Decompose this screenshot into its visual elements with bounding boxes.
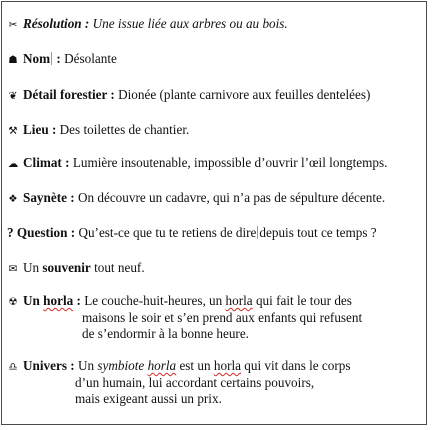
row-resolution [7, 16, 288, 33]
climat-value: Lumière insoutenable, impossible d’ouvrir l’œil longtemps. [72, 155, 388, 170]
scissors-icon: ✂ [8, 19, 18, 31]
resolution-value: Une issue liée aux arbres ou au bois. [92, 16, 288, 31]
question-value-end: depuis tout ce temps ? [259, 225, 377, 240]
leaf-icon: ❦ [8, 90, 18, 102]
row-univers [7, 358, 351, 407]
souvenir-label: souvenir [42, 260, 91, 275]
univers-text-1c: qui vit dans le corps [244, 358, 351, 373]
nom-label-colon: : [53, 51, 61, 66]
nom-label: Nom [23, 51, 51, 66]
horla-label-colon: : [76, 293, 81, 308]
detail-value: Dionée (plante carnivore aux feuilles dentelées) [118, 87, 371, 102]
univers-spellcheck-word: horla [213, 358, 241, 373]
nom-value: Désolante [64, 51, 117, 66]
univers-line-3: mais exigeant aussi un prix. [75, 391, 222, 406]
name-badge-icon: ☗ [8, 54, 18, 66]
horla-line-3: de s’endormir à la bonne heure. [82, 326, 249, 341]
weather-icon: ☁ [7, 158, 19, 170]
horla-text-1b: qui fait le tour des [255, 293, 352, 308]
resolution-label: Résolution : [23, 16, 90, 31]
souvenir-value: tout neuf. [94, 260, 145, 275]
saynete-label: Saynète : [23, 190, 75, 205]
lieu-value: Des toilettes de chantier. [59, 122, 190, 137]
question-label: ? Question : [7, 225, 76, 240]
horla-spellcheck-word: horla [225, 293, 253, 308]
horla-line-1 [7, 293, 362, 310]
detail-label: Détail forestier : [23, 87, 115, 102]
row-climat [7, 155, 387, 172]
univers-italic-horla: horla [147, 358, 177, 373]
envelope-icon: ✉ [8, 263, 18, 275]
univers-text-1a: Un [77, 358, 95, 373]
horla-text-1a: Le couche-huit-heures, un [84, 293, 223, 308]
souvenir-prefix: Un [23, 260, 40, 275]
saynete-value: On découvre un cadavre, qui n’a pas de sépulture décente. [77, 190, 386, 205]
horla-label-word: horla [43, 293, 74, 308]
row-horla [7, 293, 362, 342]
hammer-icon: ⚒ [8, 125, 18, 137]
horla-line-2: maisons le soir et s’en prend aux enfants qui refusent [82, 310, 363, 325]
row-question [7, 225, 377, 241]
row-lieu [7, 122, 189, 139]
univers-label: Univers : [23, 358, 75, 373]
question-value: Qu’est-ce que tu te retiens de dire [78, 225, 257, 240]
row-nom [7, 51, 117, 68]
climat-label: Climat : [23, 155, 70, 170]
univers-italic-symbiote: symbiote [97, 358, 145, 373]
row-souvenir [7, 260, 145, 277]
row-detail-forestier [7, 87, 370, 104]
diamond-icon: ❖ [8, 193, 18, 205]
lieu-label: Lieu : [23, 122, 57, 137]
univers-line-2: d’un humain, lui accordant certains pouvoirs, [75, 375, 315, 390]
horla-label: Un [23, 293, 40, 308]
univers-text-1b: est un [179, 358, 211, 373]
row-saynete [7, 190, 385, 207]
univers-line-1 [7, 358, 351, 375]
radiation-icon: ☢ [8, 296, 18, 308]
text-cursor [51, 52, 52, 65]
bell-icon: ♎ [8, 361, 18, 373]
